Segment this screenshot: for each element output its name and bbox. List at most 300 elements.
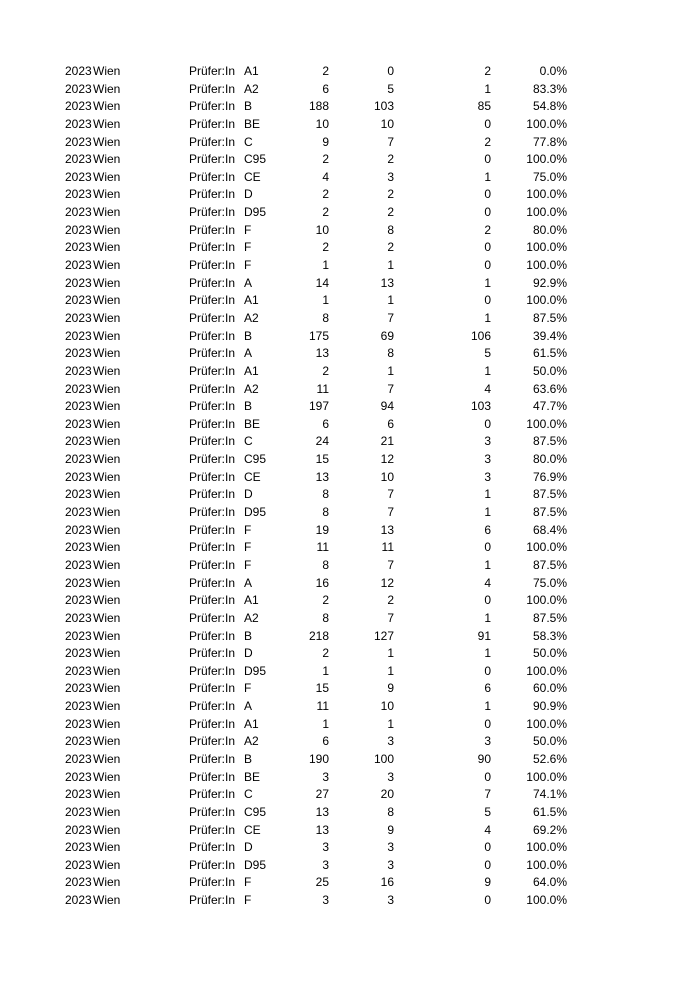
total-count-cell: 14: [315, 275, 329, 290]
table-row: [0, 716, 700, 734]
passed-count-cell: 8: [387, 222, 394, 237]
year-cell: 2023: [65, 734, 92, 749]
passed-count-cell: 3: [387, 169, 394, 184]
license-class-cell: F: [244, 258, 252, 273]
pass-rate-cell: 100.0%: [526, 416, 567, 431]
role-cell: Prüfer:In: [189, 222, 236, 237]
total-count-cell: 6: [322, 734, 329, 749]
table-row: [0, 328, 700, 346]
pass-rate-cell: 100.0%: [526, 240, 567, 255]
failed-count-cell: 1: [484, 505, 491, 520]
city-cell: Wien: [93, 64, 121, 78]
passed-count-cell: 10: [380, 699, 394, 714]
year-cell: 2023: [65, 699, 92, 714]
table-row: [0, 610, 700, 628]
passed-count-cell: 0: [387, 64, 394, 78]
license-class-cell: F: [244, 681, 252, 696]
failed-count-cell: 0: [484, 116, 491, 131]
total-count-cell: 190: [308, 751, 329, 766]
role-cell: Prüfer:In: [189, 875, 236, 890]
total-count-cell: 4: [322, 169, 329, 184]
license-class-cell: C95: [244, 152, 267, 167]
table-row: [0, 892, 700, 910]
total-count-cell: 15: [315, 681, 329, 696]
failed-count-cell: 0: [484, 416, 491, 431]
role-cell: Prüfer:In: [189, 681, 236, 696]
failed-count-cell: 0: [484, 593, 491, 608]
city-cell: Wien: [93, 787, 121, 802]
city-cell: Wien: [93, 169, 121, 184]
role-cell: Prüfer:In: [189, 134, 236, 149]
passed-count-cell: 3: [387, 857, 394, 872]
failed-count-cell: 103: [470, 399, 491, 414]
year-cell: 2023: [65, 116, 92, 131]
license-class-cell: C: [244, 134, 253, 149]
pass-rate-cell: 47.7%: [532, 399, 567, 414]
pass-rate-cell: 74.1%: [532, 787, 567, 802]
table-row: [0, 663, 700, 681]
pass-rate-cell: 90.9%: [532, 699, 567, 714]
license-class-cell: A2: [244, 381, 259, 396]
role-cell: Prüfer:In: [189, 469, 236, 484]
role-cell: Prüfer:In: [189, 505, 236, 520]
table-row: [0, 504, 700, 522]
table-row: [0, 698, 700, 716]
license-class-cell: A: [244, 275, 253, 290]
year-cell: 2023: [65, 258, 92, 273]
license-class-cell: D95: [244, 663, 267, 678]
failed-count-cell: 1: [484, 275, 491, 290]
year-cell: 2023: [65, 822, 92, 837]
city-cell: Wien: [93, 205, 121, 220]
failed-count-cell: 0: [484, 240, 491, 255]
passed-count-cell: 13: [380, 275, 394, 290]
table-row: [0, 186, 700, 204]
passed-count-cell: 1: [387, 646, 394, 661]
year-cell: 2023: [65, 681, 92, 696]
role-cell: Prüfer:In: [189, 610, 236, 625]
table-row: [0, 134, 700, 152]
license-class-cell: BE: [244, 769, 261, 784]
failed-count-cell: 5: [484, 804, 491, 819]
city-cell: Wien: [93, 452, 121, 467]
total-count-cell: 6: [322, 416, 329, 431]
pass-rate-cell: 100.0%: [526, 205, 567, 220]
table-row: [0, 874, 700, 892]
role-cell: Prüfer:In: [189, 64, 236, 78]
role-cell: Prüfer:In: [189, 857, 236, 872]
passed-count-cell: 1: [387, 363, 394, 378]
city-cell: Wien: [93, 893, 121, 908]
city-cell: Wien: [93, 187, 121, 202]
city-cell: Wien: [93, 134, 121, 149]
failed-count-cell: 5: [484, 346, 491, 361]
license-class-cell: C: [244, 787, 253, 802]
city-cell: Wien: [93, 381, 121, 396]
city-cell: Wien: [93, 275, 121, 290]
total-count-cell: 197: [308, 399, 329, 414]
pass-rate-cell: 100.0%: [526, 893, 567, 908]
year-cell: 2023: [65, 293, 92, 308]
table-row: [0, 257, 700, 275]
total-count-cell: 188: [308, 99, 329, 114]
passed-count-cell: 103: [373, 99, 394, 114]
passed-count-cell: 127: [373, 628, 394, 643]
failed-count-cell: 9: [484, 875, 491, 890]
year-cell: 2023: [65, 610, 92, 625]
passed-count-cell: 2: [387, 187, 394, 202]
pass-rate-cell: 87.5%: [532, 505, 567, 520]
license-class-cell: D: [244, 646, 253, 661]
role-cell: Prüfer:In: [189, 275, 236, 290]
pass-rate-cell: 100.0%: [526, 187, 567, 202]
table-row: [0, 363, 700, 381]
year-cell: 2023: [65, 434, 92, 449]
total-count-cell: 1: [322, 716, 329, 731]
pass-rate-cell: 61.5%: [532, 804, 567, 819]
license-class-cell: A2: [244, 81, 259, 96]
pass-rate-cell: 100.0%: [526, 540, 567, 555]
year-cell: 2023: [65, 310, 92, 325]
failed-count-cell: 0: [484, 293, 491, 308]
license-class-cell: D: [244, 487, 253, 502]
role-cell: Prüfer:In: [189, 628, 236, 643]
total-count-cell: 11: [316, 381, 329, 396]
passed-count-cell: 7: [387, 557, 394, 572]
passed-count-cell: 8: [387, 804, 394, 819]
city-cell: Wien: [93, 363, 121, 378]
city-cell: Wien: [93, 875, 121, 890]
failed-count-cell: 6: [484, 522, 491, 537]
table-row: [0, 222, 700, 240]
total-count-cell: 2: [322, 593, 329, 608]
pass-rate-cell: 77.8%: [532, 134, 567, 149]
license-class-cell: C95: [244, 804, 267, 819]
year-cell: 2023: [65, 363, 92, 378]
year-cell: 2023: [65, 99, 92, 114]
license-class-cell: A1: [244, 363, 259, 378]
table-row: [0, 98, 700, 116]
year-cell: 2023: [65, 240, 92, 255]
table-row: [0, 381, 700, 399]
failed-count-cell: 3: [484, 452, 491, 467]
passed-count-cell: 2: [387, 205, 394, 220]
year-cell: 2023: [65, 505, 92, 520]
city-cell: Wien: [93, 575, 121, 590]
pass-rate-cell: 54.8%: [532, 99, 567, 114]
passed-count-cell: 1: [387, 716, 394, 731]
pass-rate-cell: 80.0%: [532, 452, 567, 467]
table-row: [0, 557, 700, 575]
year-cell: 2023: [65, 275, 92, 290]
city-cell: Wien: [93, 769, 121, 784]
failed-count-cell: 2: [484, 222, 491, 237]
passed-count-cell: 6: [387, 416, 394, 431]
year-cell: 2023: [65, 857, 92, 872]
year-cell: 2023: [65, 716, 92, 731]
role-cell: Prüfer:In: [189, 787, 236, 802]
role-cell: Prüfer:In: [189, 416, 236, 431]
passed-count-cell: 2: [387, 240, 394, 255]
failed-count-cell: 2: [484, 134, 491, 149]
total-count-cell: 8: [322, 557, 329, 572]
city-cell: Wien: [93, 522, 121, 537]
table-row: [0, 81, 700, 99]
table-row: [0, 116, 700, 134]
role-cell: Prüfer:In: [189, 310, 236, 325]
year-cell: 2023: [65, 751, 92, 766]
failed-count-cell: 2: [484, 64, 491, 78]
city-cell: Wien: [93, 646, 121, 661]
passed-count-cell: 9: [387, 822, 394, 837]
city-cell: Wien: [93, 293, 121, 308]
pass-rate-cell: 100.0%: [526, 116, 567, 131]
license-class-cell: A1: [244, 593, 259, 608]
year-cell: 2023: [65, 134, 92, 149]
year-cell: 2023: [65, 804, 92, 819]
pass-rate-cell: 100.0%: [526, 716, 567, 731]
role-cell: Prüfer:In: [189, 187, 236, 202]
city-cell: Wien: [93, 857, 121, 872]
year-cell: 2023: [65, 593, 92, 608]
passed-count-cell: 1: [387, 293, 394, 308]
pass-rate-cell: 100.0%: [526, 593, 567, 608]
total-count-cell: 3: [322, 840, 329, 855]
role-cell: Prüfer:In: [189, 240, 236, 255]
role-cell: Prüfer:In: [189, 381, 236, 396]
pass-rate-cell: 50.0%: [532, 363, 567, 378]
pass-rate-cell: 75.0%: [532, 575, 567, 590]
table-row: [0, 822, 700, 840]
year-cell: 2023: [65, 169, 92, 184]
passed-count-cell: 11: [381, 540, 394, 555]
total-count-cell: 15: [315, 452, 329, 467]
role-cell: Prüfer:In: [189, 646, 236, 661]
role-cell: Prüfer:In: [189, 575, 236, 590]
pass-rate-cell: 80.0%: [532, 222, 567, 237]
failed-count-cell: 1: [484, 487, 491, 502]
total-count-cell: 2: [322, 205, 329, 220]
license-class-cell: B: [244, 399, 253, 414]
table-row: [0, 151, 700, 169]
pass-rate-cell: 92.9%: [532, 275, 567, 290]
year-cell: 2023: [65, 222, 92, 237]
failed-count-cell: 0: [484, 258, 491, 273]
total-count-cell: 175: [308, 328, 329, 343]
city-cell: Wien: [93, 557, 121, 572]
city-cell: Wien: [93, 469, 121, 484]
passed-count-cell: 16: [380, 875, 394, 890]
license-class-cell: D95: [244, 505, 267, 520]
total-count-cell: 2: [322, 64, 329, 78]
total-count-cell: 2: [322, 240, 329, 255]
failed-count-cell: 106: [470, 328, 491, 343]
table-row: [0, 451, 700, 469]
pass-rate-cell: 100.0%: [526, 663, 567, 678]
license-class-cell: F: [244, 222, 252, 237]
pass-rate-cell: 100.0%: [526, 152, 567, 167]
table-row: [0, 769, 700, 787]
table-row: [0, 469, 700, 487]
total-count-cell: 2: [322, 646, 329, 661]
total-count-cell: 2: [322, 152, 329, 167]
year-cell: 2023: [65, 575, 92, 590]
license-class-cell: A: [244, 699, 253, 714]
role-cell: Prüfer:In: [189, 487, 236, 502]
total-count-cell: 6: [322, 81, 329, 96]
failed-count-cell: 7: [484, 787, 491, 802]
year-cell: 2023: [65, 152, 92, 167]
role-cell: Prüfer:In: [189, 205, 236, 220]
year-cell: 2023: [65, 628, 92, 643]
city-cell: Wien: [93, 99, 121, 114]
total-count-cell: 1: [322, 663, 329, 678]
total-count-cell: 24: [315, 434, 329, 449]
city-cell: Wien: [93, 840, 121, 855]
table-row: [0, 539, 700, 557]
year-cell: 2023: [65, 81, 92, 96]
role-cell: Prüfer:In: [189, 822, 236, 837]
role-cell: Prüfer:In: [189, 734, 236, 749]
license-class-cell: CE: [244, 822, 261, 837]
table-row: [0, 204, 700, 222]
total-count-cell: 11: [316, 699, 329, 714]
passed-count-cell: 5: [387, 81, 394, 96]
passed-count-cell: 7: [387, 610, 394, 625]
passed-count-cell: 7: [387, 505, 394, 520]
failed-count-cell: 1: [484, 363, 491, 378]
total-count-cell: 13: [315, 469, 329, 484]
passed-count-cell: 3: [387, 769, 394, 784]
failed-count-cell: 0: [484, 857, 491, 872]
license-class-cell: D95: [244, 205, 267, 220]
table-row: [0, 169, 700, 187]
total-count-cell: 13: [315, 346, 329, 361]
total-count-cell: 9: [322, 134, 329, 149]
table-row: [0, 628, 700, 646]
total-count-cell: 11: [316, 540, 329, 555]
total-count-cell: 2: [322, 363, 329, 378]
table-row: [0, 680, 700, 698]
license-class-cell: D: [244, 840, 253, 855]
table-row: [0, 275, 700, 293]
table-row: [0, 239, 700, 257]
passed-count-cell: 12: [380, 452, 394, 467]
total-count-cell: 8: [322, 487, 329, 502]
pass-rate-cell: 87.5%: [532, 557, 567, 572]
year-cell: 2023: [65, 399, 92, 414]
failed-count-cell: 0: [484, 893, 491, 908]
city-cell: Wien: [93, 699, 121, 714]
total-count-cell: 8: [322, 310, 329, 325]
city-cell: Wien: [93, 222, 121, 237]
passed-count-cell: 7: [387, 381, 394, 396]
city-cell: Wien: [93, 152, 121, 167]
table-row: [0, 522, 700, 540]
year-cell: 2023: [65, 416, 92, 431]
role-cell: Prüfer:In: [189, 293, 236, 308]
role-cell: Prüfer:In: [189, 99, 236, 114]
table-row: [0, 839, 700, 857]
table-row: [0, 292, 700, 310]
passed-count-cell: 1: [387, 663, 394, 678]
pass-rate-cell: 87.5%: [532, 487, 567, 502]
failed-count-cell: 0: [484, 769, 491, 784]
total-count-cell: 2: [322, 187, 329, 202]
role-cell: Prüfer:In: [189, 522, 236, 537]
passed-count-cell: 2: [387, 152, 394, 167]
table-row: [0, 592, 700, 610]
license-class-cell: BE: [244, 116, 261, 131]
pass-rate-cell: 39.4%: [532, 328, 567, 343]
license-class-cell: A1: [244, 293, 259, 308]
license-class-cell: A: [244, 575, 253, 590]
license-class-cell: D: [244, 187, 253, 202]
failed-count-cell: 1: [484, 557, 491, 572]
passed-count-cell: 69: [380, 328, 394, 343]
failed-count-cell: 1: [484, 610, 491, 625]
total-count-cell: 13: [315, 822, 329, 837]
passed-count-cell: 2: [387, 593, 394, 608]
license-class-cell: A2: [244, 310, 259, 325]
pass-rate-cell: 50.0%: [532, 734, 567, 749]
total-count-cell: 1: [322, 258, 329, 273]
pass-rate-cell: 63.6%: [532, 381, 567, 396]
total-count-cell: 16: [315, 575, 329, 590]
failed-count-cell: 3: [484, 469, 491, 484]
pass-rate-cell: 100.0%: [526, 258, 567, 273]
table-row: [0, 433, 700, 451]
license-class-cell: A: [244, 346, 253, 361]
failed-count-cell: 3: [484, 434, 491, 449]
role-cell: Prüfer:In: [189, 893, 236, 908]
city-cell: Wien: [93, 540, 121, 555]
year-cell: 2023: [65, 875, 92, 890]
year-cell: 2023: [65, 487, 92, 502]
year-cell: 2023: [65, 840, 92, 855]
role-cell: Prüfer:In: [189, 593, 236, 608]
failed-count-cell: 91: [477, 628, 491, 643]
year-cell: 2023: [65, 893, 92, 908]
pass-rate-cell: 83.3%: [532, 81, 567, 96]
role-cell: Prüfer:In: [189, 663, 236, 678]
table-row: [0, 398, 700, 416]
pass-rate-cell: 100.0%: [526, 293, 567, 308]
license-class-cell: A1: [244, 716, 259, 731]
role-cell: Prüfer:In: [189, 804, 236, 819]
total-count-cell: 3: [322, 769, 329, 784]
passed-count-cell: 94: [380, 399, 394, 414]
role-cell: Prüfer:In: [189, 769, 236, 784]
year-cell: 2023: [65, 328, 92, 343]
pass-rate-cell: 87.5%: [532, 434, 567, 449]
passed-count-cell: 7: [387, 134, 394, 149]
license-class-cell: F: [244, 540, 252, 555]
license-class-cell: CE: [244, 169, 261, 184]
pass-rate-cell: 100.0%: [526, 857, 567, 872]
city-cell: Wien: [93, 505, 121, 520]
table-row: [0, 345, 700, 363]
table-row: [0, 786, 700, 804]
city-cell: Wien: [93, 593, 121, 608]
role-cell: Prüfer:In: [189, 540, 236, 555]
role-cell: Prüfer:In: [189, 840, 236, 855]
license-class-cell: B: [244, 99, 253, 114]
failed-count-cell: 0: [484, 205, 491, 220]
table-row: [0, 804, 700, 822]
pass-rate-cell: 100.0%: [526, 769, 567, 784]
total-count-cell: 3: [322, 857, 329, 872]
